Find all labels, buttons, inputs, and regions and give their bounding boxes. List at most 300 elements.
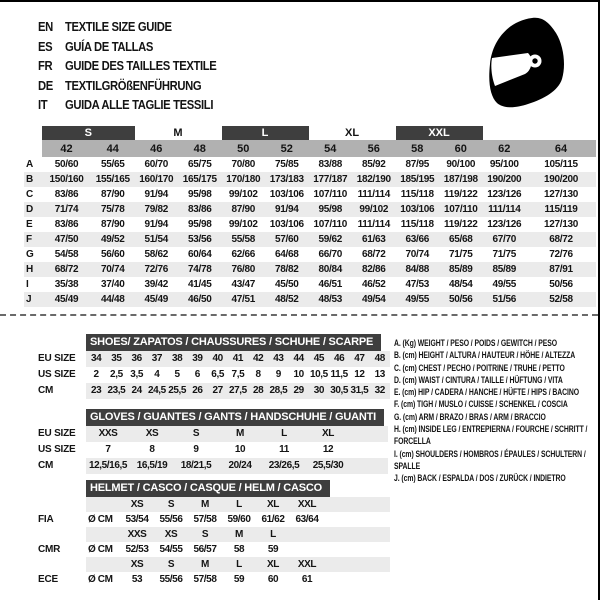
value-cell: 52/53 [125, 544, 149, 555]
value-cell: 6,5 [211, 369, 224, 380]
table-row [38, 512, 390, 527]
measurement-cell: 107/110 [439, 202, 483, 217]
measurement-cell: 57/60 [265, 232, 309, 247]
language-code: IT [38, 98, 48, 112]
table-row [38, 426, 388, 442]
measurement-cell: 85/89 [483, 262, 527, 277]
value-cell: XL [256, 497, 290, 512]
legend-item: J. (cm) BACK / ESPALDA / DOS / ZURÜCK / INDIETRO [394, 473, 566, 484]
size-number-cell: 50 [222, 140, 266, 157]
measurement-cell: 46/52 [362, 279, 386, 290]
row-label: CMR [38, 544, 61, 555]
measurement-cell: 51/54 [135, 232, 179, 247]
measurement-cell: 60/70 [144, 159, 169, 170]
measurement-cell: 83/86 [178, 202, 222, 217]
measurement-cell: 119/122 [444, 189, 478, 200]
measurement-cell: 187/198 [439, 172, 483, 187]
measurement-cell: 66/70 [318, 249, 343, 260]
unit-cell [86, 557, 120, 572]
legend-item: G. (cm) ARM / BRAZO / BRAS / ARM / BRACCIO [394, 411, 546, 422]
measurement-cell: 71/75 [449, 249, 473, 260]
size-group-s: S [42, 126, 135, 140]
value-cell: 30,5 [329, 383, 349, 399]
size-number-row [24, 140, 596, 157]
value-cell: 61 [301, 574, 313, 585]
measurement-cell: 85/89 [439, 262, 483, 277]
measurement-cell: 83/88 [318, 159, 343, 170]
value-cell: 47 [349, 351, 369, 367]
measurement-cell: 95/98 [309, 202, 353, 217]
measurement-cell: 70/74 [405, 249, 430, 260]
language-row [38, 77, 216, 97]
measurement-cell: 49/55 [396, 292, 440, 307]
value-cell: S [154, 497, 188, 512]
value-cell: 55/56 [159, 574, 183, 585]
title-spacer [38, 480, 86, 497]
helmet-table-title-row [38, 480, 390, 497]
language-row [38, 18, 216, 38]
value-cell: M [222, 527, 256, 542]
filler-cell [324, 512, 390, 527]
value-cell: 2 [93, 369, 99, 380]
size-number-cell: 60 [439, 140, 483, 157]
value-cell: 25,5 [167, 383, 187, 399]
measurement-cell: 50/60 [54, 159, 79, 170]
measurement-cell: 99/102 [228, 189, 258, 200]
value-cell: 27 [208, 383, 228, 399]
measurement-cell: 65/68 [439, 232, 483, 247]
measurement-row-h [24, 262, 596, 277]
table-row [38, 442, 388, 458]
value-cell: 30 [309, 383, 329, 399]
legend-item: I. (cm) SHOULDERS / HOMBROS / ÉPAULES / SCHULTERN / SPALLE [394, 448, 586, 471]
measurement-cell: 111/114 [357, 219, 390, 230]
measurement-cell: 63/66 [396, 232, 440, 247]
value-cell: L [256, 527, 290, 542]
row-label: ECE [38, 574, 58, 585]
measurement-cell: 173/183 [265, 172, 309, 187]
size-group-xl: XL [345, 127, 360, 139]
filler-cell [324, 572, 390, 587]
measurement-cell: 43/47 [231, 279, 256, 290]
row-label: CM [38, 383, 86, 399]
table-row [38, 367, 390, 383]
measurement-cell: 87/90 [100, 219, 125, 230]
measurement-cell: 41/45 [187, 279, 212, 290]
language-row [38, 38, 216, 58]
measurement-cell: 83/86 [54, 219, 79, 230]
row-label [38, 497, 86, 512]
measurement-cell: 119/122 [444, 219, 478, 230]
dashed-separator [0, 314, 598, 316]
guide-title: GUIDE DES TAILLES TEXTILE [65, 59, 217, 73]
measurement-cell: 44/48 [91, 292, 135, 307]
measurement-cell: 123/126 [487, 189, 522, 200]
value-cell: M [218, 426, 262, 442]
measurement-cell: 95/98 [187, 219, 212, 230]
value-cell: 32 [370, 383, 390, 399]
value-cell: XXS [120, 527, 154, 542]
measurement-cell: 60/64 [187, 249, 212, 260]
unit-cell: Ø CM [88, 544, 113, 555]
measurement-cell: 87/95 [405, 159, 430, 170]
value-cell: L [222, 557, 256, 572]
measurement-cell: 82/86 [352, 262, 396, 277]
language-row [38, 96, 216, 116]
legend-item: E. (cm) HIP / CADERA / HANCHE / HÜFTE / HIPS / BACINO [394, 387, 579, 398]
size-group-row [24, 126, 596, 140]
measurement-cell: 50/56 [439, 292, 483, 307]
filler-cell [324, 497, 390, 512]
measurement-cell: 72/76 [549, 249, 573, 260]
value-cell: 10,5 [309, 369, 328, 380]
measurement-cell: 68/72 [526, 232, 596, 247]
unit-cell [86, 497, 120, 512]
guide-title: GUIDA ALLE TAGLIE TESSILI [65, 98, 214, 112]
row-letter: E [26, 219, 33, 230]
measurement-cell: 190/200 [526, 172, 596, 187]
size-number-cell: 48 [178, 140, 222, 157]
measurement-cell: 91/94 [265, 202, 309, 217]
value-cell: M [188, 557, 222, 572]
measurement-row-a [24, 157, 596, 172]
measurement-cell: 39/42 [144, 279, 169, 290]
guide-title: GUÍA DE TALLAS [65, 39, 154, 54]
value-cell: XXL [290, 497, 324, 512]
value-cell: 43 [268, 351, 288, 367]
value-cell: 5 [174, 369, 180, 380]
measurement-cell: 111/114 [483, 202, 527, 217]
measurement-cell: 90/100 [446, 159, 476, 170]
measurement-legend [394, 337, 598, 485]
row-label [38, 527, 86, 542]
language-code: FR [38, 59, 53, 73]
helmet-table-title: HELMET / CASCO / CASQUE / HELM / CASCO [86, 480, 330, 497]
measurement-cell: 103/106 [269, 219, 304, 230]
measurement-row-g [24, 247, 596, 262]
value-cell: 25,5/30 [306, 458, 350, 474]
measurement-cell: 190/200 [483, 172, 527, 187]
value-cell: 10 [234, 444, 246, 455]
value-cell: 9 [193, 444, 199, 455]
measurement-cell: 49/54 [352, 292, 396, 307]
value-cell: 29 [289, 383, 309, 399]
table-row [38, 572, 390, 587]
measurement-cell: 74/78 [178, 262, 222, 277]
unit-cell [86, 527, 120, 542]
measurement-cell: 87/91 [526, 262, 596, 277]
measurement-cell: 115/119 [526, 202, 596, 217]
value-cell: XS [120, 497, 154, 512]
measurement-cell: 99/102 [352, 202, 396, 217]
measurement-cell: 68/72 [42, 262, 91, 277]
measurement-cell: 111/114 [357, 189, 390, 200]
size-number-cell: 52 [265, 140, 309, 157]
filler-cell [350, 442, 388, 458]
measurement-cell: 55/58 [222, 232, 266, 247]
value-cell: 10 [293, 369, 304, 380]
value-cell: 57/58 [193, 514, 217, 525]
value-cell: 54/55 [159, 544, 183, 555]
row-letter: D [24, 202, 42, 217]
value-cell: XS [154, 527, 188, 542]
table-row [38, 527, 390, 542]
measurement-row-b [24, 172, 596, 187]
measurement-cell: 185/195 [396, 172, 440, 187]
title-bar-cell [86, 408, 388, 426]
gloves-table-title: GLOVES / GUANTES / GANTS / HANDSCHUHE / GUANTI [86, 409, 384, 426]
value-cell: 38 [167, 351, 187, 367]
row-label: EU SIZE [38, 426, 86, 442]
legend-item: C. (cm) CHEST / PECHO / POITRINE / TRUHE / PETTO [394, 362, 565, 373]
value-cell: 28 [248, 383, 268, 399]
measurement-cell: 85/92 [362, 159, 386, 170]
measurement-cell: 48/53 [309, 292, 353, 307]
value-cell: 23,5 [106, 383, 126, 399]
measurement-cell: 177/187 [309, 172, 353, 187]
value-cell: S [174, 426, 218, 442]
measurement-cell: 49/55 [492, 279, 517, 290]
value-cell: 42 [248, 351, 268, 367]
row-letter: B [24, 172, 42, 187]
legend-item: D. (cm) WAIST / CINTURA / TAILLE / HÜFTUNG / VITA [394, 374, 563, 385]
measurement-cell: 76/80 [222, 262, 266, 277]
unit-cell: Ø CM [88, 514, 113, 525]
value-cell: XL [256, 557, 290, 572]
measurement-row-e [24, 217, 596, 232]
measurement-cell: 107/110 [313, 189, 348, 200]
value-cell: 55/56 [159, 514, 183, 525]
measurement-cell: 45/50 [275, 279, 299, 290]
value-cell: 39 [187, 351, 207, 367]
value-cell: 3,5 [130, 369, 143, 380]
row-letter: C [26, 189, 33, 200]
title-bar-cell [86, 333, 390, 351]
guide-title: TEXTILGRÖßENFÜHRUNG [65, 78, 202, 93]
filler-cell [324, 527, 390, 542]
size-number-cell: 64 [526, 140, 596, 157]
value-cell: 53 [131, 574, 143, 585]
measurement-cell: 103/106 [269, 189, 304, 200]
measurement-cell: 48/54 [449, 279, 473, 290]
helmet-size-table [38, 480, 390, 587]
value-cell: 8 [149, 444, 155, 455]
value-cell: 26 [187, 383, 207, 399]
value-cell: L [262, 426, 306, 442]
gloves-size-table [38, 408, 388, 474]
measurement-cell: 160/170 [135, 172, 179, 187]
value-cell: 20/24 [218, 458, 262, 474]
row-letter: H [24, 262, 42, 277]
size-row-spacer [24, 140, 42, 157]
measurement-cell: 58/62 [144, 249, 169, 260]
measurement-cell: 47/53 [405, 279, 430, 290]
measurement-cell: 49/52 [91, 232, 135, 247]
measurement-cell: 48/52 [265, 292, 309, 307]
measurement-cell: 78/82 [265, 262, 309, 277]
legend-item: B. (cm) HEIGHT / ALTURA / HAUTEUR / HÖHE / ALTEZZA [394, 350, 576, 361]
value-cell: 45 [309, 351, 329, 367]
measurement-cell: 47/50 [42, 232, 91, 247]
measurement-row-d [24, 202, 596, 217]
value-cell: 56/57 [193, 544, 217, 555]
measurement-cell: 99/102 [228, 219, 258, 230]
measurement-cell: 65/75 [187, 159, 212, 170]
row-letter: I [26, 279, 29, 290]
row-label: EU SIZE [38, 351, 86, 367]
table-row [38, 557, 390, 572]
value-cell: 27,5 [228, 383, 248, 399]
value-cell: 24 [127, 383, 147, 399]
measurement-cell: 51/56 [483, 292, 527, 307]
value-cell: XS [130, 426, 174, 442]
measurement-cell: 170/180 [222, 172, 266, 187]
value-cell: 59 [267, 544, 279, 555]
value-cell: 11,5 [330, 369, 348, 380]
measurement-row-i [24, 277, 596, 292]
size-group-m: M [173, 127, 183, 139]
legend-item: F. (cm) TIGH / MUSLO / CUISSE / SCHENKEL / COSCIA [394, 399, 568, 410]
measurement-cell: 46/51 [318, 279, 343, 290]
measurement-cell: 70/80 [231, 159, 256, 170]
measurement-cell: 155/165 [91, 172, 135, 187]
value-cell: 63/64 [295, 514, 319, 525]
value-cell: 34 [86, 351, 106, 367]
measurement-cell: 71/74 [42, 202, 91, 217]
measurement-row-j [24, 292, 596, 307]
legend-item: A. (Kg) WEIGHT / PESO / POIDS / GEWITCH / PESO [394, 338, 558, 348]
value-cell: 8 [255, 369, 261, 380]
value-cell: 6 [194, 369, 200, 380]
unit-cell: Ø CM [88, 574, 113, 585]
measurement-cell: 37/40 [100, 279, 125, 290]
measurement-cell: 83/86 [54, 189, 79, 200]
size-number-cell: 56 [352, 140, 396, 157]
filler-cell [324, 542, 390, 557]
value-cell: 18/21,5 [174, 458, 218, 474]
title-spacer [38, 333, 86, 351]
value-cell: 4 [154, 369, 160, 380]
filler-cell [324, 557, 390, 572]
value-cell: 41 [228, 351, 248, 367]
value-cell: 60 [267, 574, 279, 585]
value-cell: 13 [374, 369, 385, 380]
value-cell: 48 [370, 351, 390, 367]
value-cell: S [154, 557, 188, 572]
value-cell: 46 [329, 351, 349, 367]
row-label: FIA [38, 514, 54, 525]
language-row [38, 57, 216, 77]
value-cell: S [188, 527, 222, 542]
title-spacer [38, 408, 86, 426]
value-cell [290, 527, 324, 542]
gloves-table-title-row [38, 408, 388, 426]
size-number-cell: 44 [91, 140, 135, 157]
value-cell: 16,5/19 [130, 458, 174, 474]
measurement-cell: 91/94 [144, 219, 169, 230]
value-cell: 23 [86, 383, 106, 399]
table-row [38, 542, 390, 557]
table-row [38, 497, 390, 512]
table-row [38, 458, 388, 474]
value-cell: 58 [233, 544, 245, 555]
shoes-size-table [38, 333, 390, 399]
filler-cell [350, 458, 388, 474]
measurement-cell: 56/60 [100, 249, 125, 260]
language-list [38, 18, 236, 116]
size-number-cell: 54 [309, 140, 353, 157]
title-bar-cell [86, 480, 390, 497]
measurement-cell: 54/58 [54, 249, 79, 260]
measurement-cell: 75/85 [275, 159, 299, 170]
shoes-table-title-row [38, 333, 390, 351]
value-cell: 36 [127, 351, 147, 367]
row-letter: G [26, 249, 34, 260]
measurement-cell: 115/118 [400, 189, 434, 200]
measurement-cell: 35/38 [54, 279, 79, 290]
measurement-cell: 107/110 [313, 219, 348, 230]
guide-title: TEXTILE SIZE GUIDE [65, 20, 172, 34]
legend-item: H. (cm) INSIDE LEG / ENTREPIERNA / FOURCHE / SCHRITT / FORCELLA [394, 424, 588, 447]
language-code: ES [38, 39, 53, 54]
measurement-row-f [24, 232, 596, 247]
helmet-icon [484, 16, 568, 108]
measurement-cell: 84/88 [396, 262, 440, 277]
measurement-cell: 53/56 [178, 232, 222, 247]
measurement-cell: 115/118 [400, 219, 434, 230]
main-size-table [24, 126, 596, 307]
value-cell: 28,5 [268, 383, 288, 399]
row-label [38, 557, 86, 572]
value-cell: 12 [322, 444, 334, 455]
row-label: CM [38, 458, 86, 474]
measurement-cell: 103/106 [396, 202, 440, 217]
value-cell: 61/62 [261, 514, 285, 525]
measurement-row-c [24, 187, 596, 202]
value-cell: XXS [86, 426, 130, 442]
filler-cell [350, 426, 388, 442]
shoes-table-title: SHOES/ ZAPATOS / CHAUSSURES / SCHUHE / SCARPE [86, 334, 381, 351]
measurement-cell: 45/49 [42, 292, 91, 307]
measurement-cell: 95/98 [187, 189, 212, 200]
measurement-cell: 150/160 [42, 172, 91, 187]
value-cell: XL [306, 426, 350, 442]
measurement-cell: 127/130 [544, 219, 579, 230]
value-cell: 40 [208, 351, 228, 367]
value-cell: M [188, 497, 222, 512]
measurement-cell: 182/190 [352, 172, 396, 187]
size-number-cell: 58 [396, 140, 440, 157]
value-cell: 23/26,5 [262, 458, 306, 474]
measurement-cell: 123/126 [487, 219, 522, 230]
measurement-cell: 165/175 [178, 172, 222, 187]
value-cell: 53/54 [125, 514, 149, 525]
value-cell: 44 [289, 351, 309, 367]
value-cell: 59 [233, 574, 245, 585]
row-letter: J [24, 292, 42, 307]
measurement-cell: 67/70 [483, 232, 527, 247]
value-cell: 24,5 [147, 383, 167, 399]
measurement-cell: 71/75 [492, 249, 517, 260]
size-number-cell: 62 [483, 140, 527, 157]
value-cell: 2,5 [110, 369, 123, 380]
value-cell: 9 [275, 369, 281, 380]
value-cell [290, 542, 324, 557]
measurement-cell: 95/100 [489, 159, 519, 170]
measurement-cell: 55/65 [100, 159, 125, 170]
measurement-cell: 50/56 [549, 279, 573, 290]
language-code: EN [38, 20, 53, 34]
